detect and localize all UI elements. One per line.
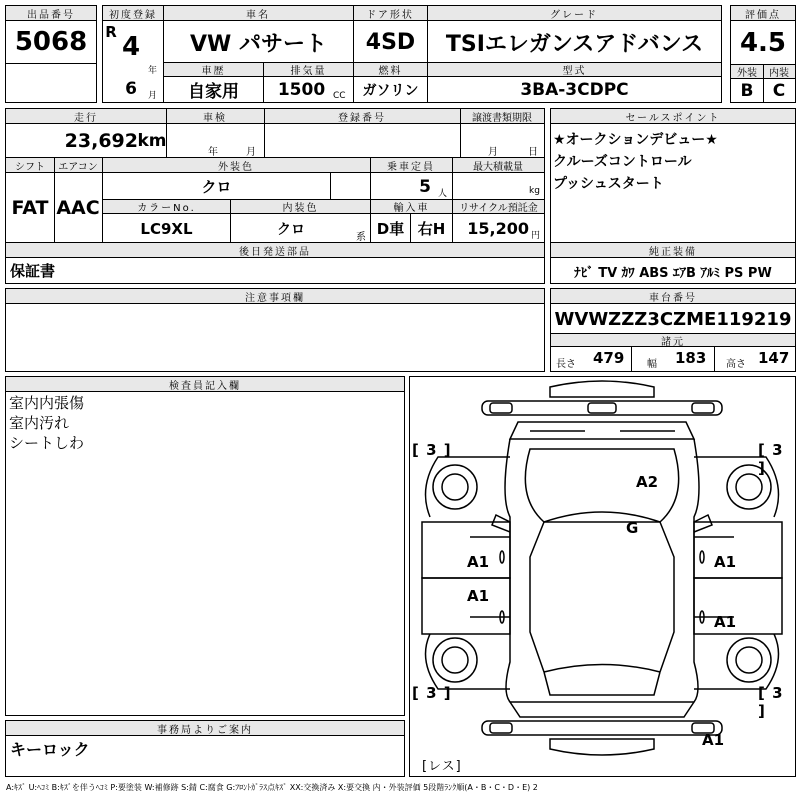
color-no: LC9XL: [140, 219, 193, 238]
yen-unit: 円: [531, 231, 541, 241]
displacement-label: 排気量: [264, 63, 353, 77]
width-label: 幅: [647, 359, 657, 370]
door-type: 4SD: [365, 29, 416, 55]
color-no-label: カラーNo.: [103, 200, 230, 214]
sales-box: [550, 108, 796, 284]
car-name: VW パサート: [190, 31, 327, 57]
ac-label: エアコン: [54, 158, 102, 173]
length-value: 479: [593, 349, 625, 367]
first-reg-label: 初度登録: [103, 6, 163, 21]
int-color-unit: 系: [356, 232, 366, 243]
inspector-line: シートしわ: [9, 434, 85, 452]
capacity-unit: 人: [438, 189, 448, 199]
model-code-label: 型式: [428, 63, 721, 77]
import-drive: D車: [376, 220, 405, 238]
ext-color: クロ: [201, 178, 232, 196]
office-text: キーロック: [10, 740, 90, 759]
car-diagram: [409, 376, 796, 777]
interior-grade: C: [772, 80, 786, 101]
lot-number: 5068: [14, 27, 88, 57]
height-label: 高さ: [726, 359, 746, 370]
inspection-label: 車検: [166, 109, 264, 124]
office-box: [5, 720, 405, 777]
int-color: クロ: [277, 221, 305, 238]
interior-label: 内装: [763, 65, 795, 79]
lot-label: 出品番号: [6, 6, 96, 21]
history-label: 車歴: [164, 63, 263, 77]
grade-label: グレード: [427, 6, 721, 21]
notes-label: 注意事項欄: [6, 289, 544, 304]
spare-tire: [レス]: [422, 759, 462, 774]
inspection-year-unit: 年: [208, 147, 218, 158]
recycle-fee: 15,200: [467, 219, 529, 238]
history: 自家用: [188, 82, 239, 102]
equip-label: 純正装備: [551, 243, 795, 258]
capacity-label: 乗車定員: [370, 158, 452, 173]
cc-unit: CC: [333, 91, 346, 101]
mileage: 23,692: [64, 130, 138, 152]
displacement: 1500: [277, 79, 326, 100]
shift-label: シフト: [6, 158, 54, 173]
score: 4.5: [739, 27, 787, 58]
car-outline: [410, 377, 795, 776]
int-color-label: 内装色: [231, 200, 370, 214]
equipment: ﾅﾋﾞ TV ｶﾜ ABS ｴｱB ｱﾙﾐ PS PW: [574, 265, 772, 281]
shift: FAT: [11, 197, 49, 219]
length-label: 長さ: [556, 359, 576, 370]
legend: A:ｷｽﾞ U:ﾍｺﾐ B:ｷｽﾞを伴うﾍｺﾐ P:要塗装 W:補修跡 S:錆 C:腐食 G:ﾌﾛﾝﾄｶﾞﾗｽ点ｷｽﾞ XX:交換済み X:要交換 内・外装評価 5段階ﾗﾝｸ順(A・B・C・D・E) 2: [6, 783, 538, 792]
chassis-number: WVWZZZ3CZME119219: [554, 308, 792, 330]
office-label: 事務局よりご案内: [6, 721, 404, 736]
later-parts-label: 後日発送部品: [6, 243, 544, 258]
score-label: 評価点: [731, 6, 795, 21]
chassis-box: [550, 288, 796, 372]
era: R: [105, 23, 117, 41]
import-handle: 右H: [417, 220, 446, 238]
mileage-label: 走行: [6, 109, 166, 124]
damage-mark-rear-right-door: A1: [714, 613, 737, 631]
damage-mark-windshield: G: [626, 519, 639, 537]
inspector-line: 室内内張傷: [9, 394, 85, 412]
score-box: [730, 5, 796, 103]
tire-rear-left: [ 3 ]: [412, 684, 452, 702]
fuel: ガソリン: [362, 82, 419, 99]
ac: AAC: [56, 197, 100, 219]
first-reg-month: 6: [125, 79, 137, 99]
damage-mark-front-right-door: A1: [714, 553, 737, 571]
width-value: 183: [675, 349, 707, 367]
recycle-label: リサイクル預託金: [453, 200, 544, 214]
load-label: 最大積載量: [452, 158, 544, 173]
exterior-grade: B: [740, 80, 754, 101]
km-unit: km: [137, 131, 167, 151]
load-unit: kg: [529, 186, 540, 196]
sales-line: クルーズコントロール: [553, 154, 692, 170]
fuel-label: 燃料: [354, 63, 427, 77]
sales-line: ★オークションデビュー★: [553, 132, 718, 148]
sales-line: プッシュスタート: [553, 176, 664, 192]
grade: TSIエレガンスアドバンス: [445, 31, 704, 57]
damage-mark-front-left-door: A1: [467, 553, 490, 571]
tire-rear-right: [ 3 ]: [758, 684, 784, 720]
reg-label: 登録番号: [264, 109, 460, 124]
tire-front-left: [ 3 ]: [412, 441, 452, 459]
month-unit: 月: [148, 91, 158, 101]
lot-box: [5, 5, 97, 103]
car-name-label: 車名: [163, 6, 353, 21]
first-reg-year: 4: [121, 32, 141, 62]
inspector-box: [5, 376, 405, 716]
transfer-month-unit: 月: [488, 147, 498, 158]
notes-box: [5, 288, 545, 372]
inspector-line: 室内汚れ: [9, 414, 70, 432]
chassis-label: 車台番号: [551, 289, 795, 304]
damage-mark-hood: A2: [636, 473, 659, 491]
sales-label: セールスポイント: [551, 109, 795, 124]
tire-front-right: [ 3 ]: [758, 441, 784, 477]
exterior-label: 外装: [731, 65, 763, 79]
door-label: ドア形状: [353, 6, 427, 21]
ext-color-label: 外装色: [102, 158, 370, 173]
transfer-day-unit: 日: [528, 147, 538, 158]
inspector-label: 検査員記入欄: [6, 377, 404, 392]
damage-mark-rear-left-door: A1: [467, 587, 490, 605]
spec-label: 諸元: [551, 334, 795, 347]
year-unit: 年: [148, 66, 158, 76]
later-parts: 保証書: [10, 262, 56, 280]
transfer-label: 譲渡書類期限: [460, 109, 544, 124]
import-label: 輸入車: [371, 200, 452, 214]
capacity: 5: [419, 176, 431, 197]
inspection-month-unit: 月: [246, 147, 256, 158]
model-code: 3BA-3CDPC: [520, 79, 629, 100]
height-value: 147: [758, 349, 790, 367]
damage-mark-rear: A1: [702, 731, 725, 749]
